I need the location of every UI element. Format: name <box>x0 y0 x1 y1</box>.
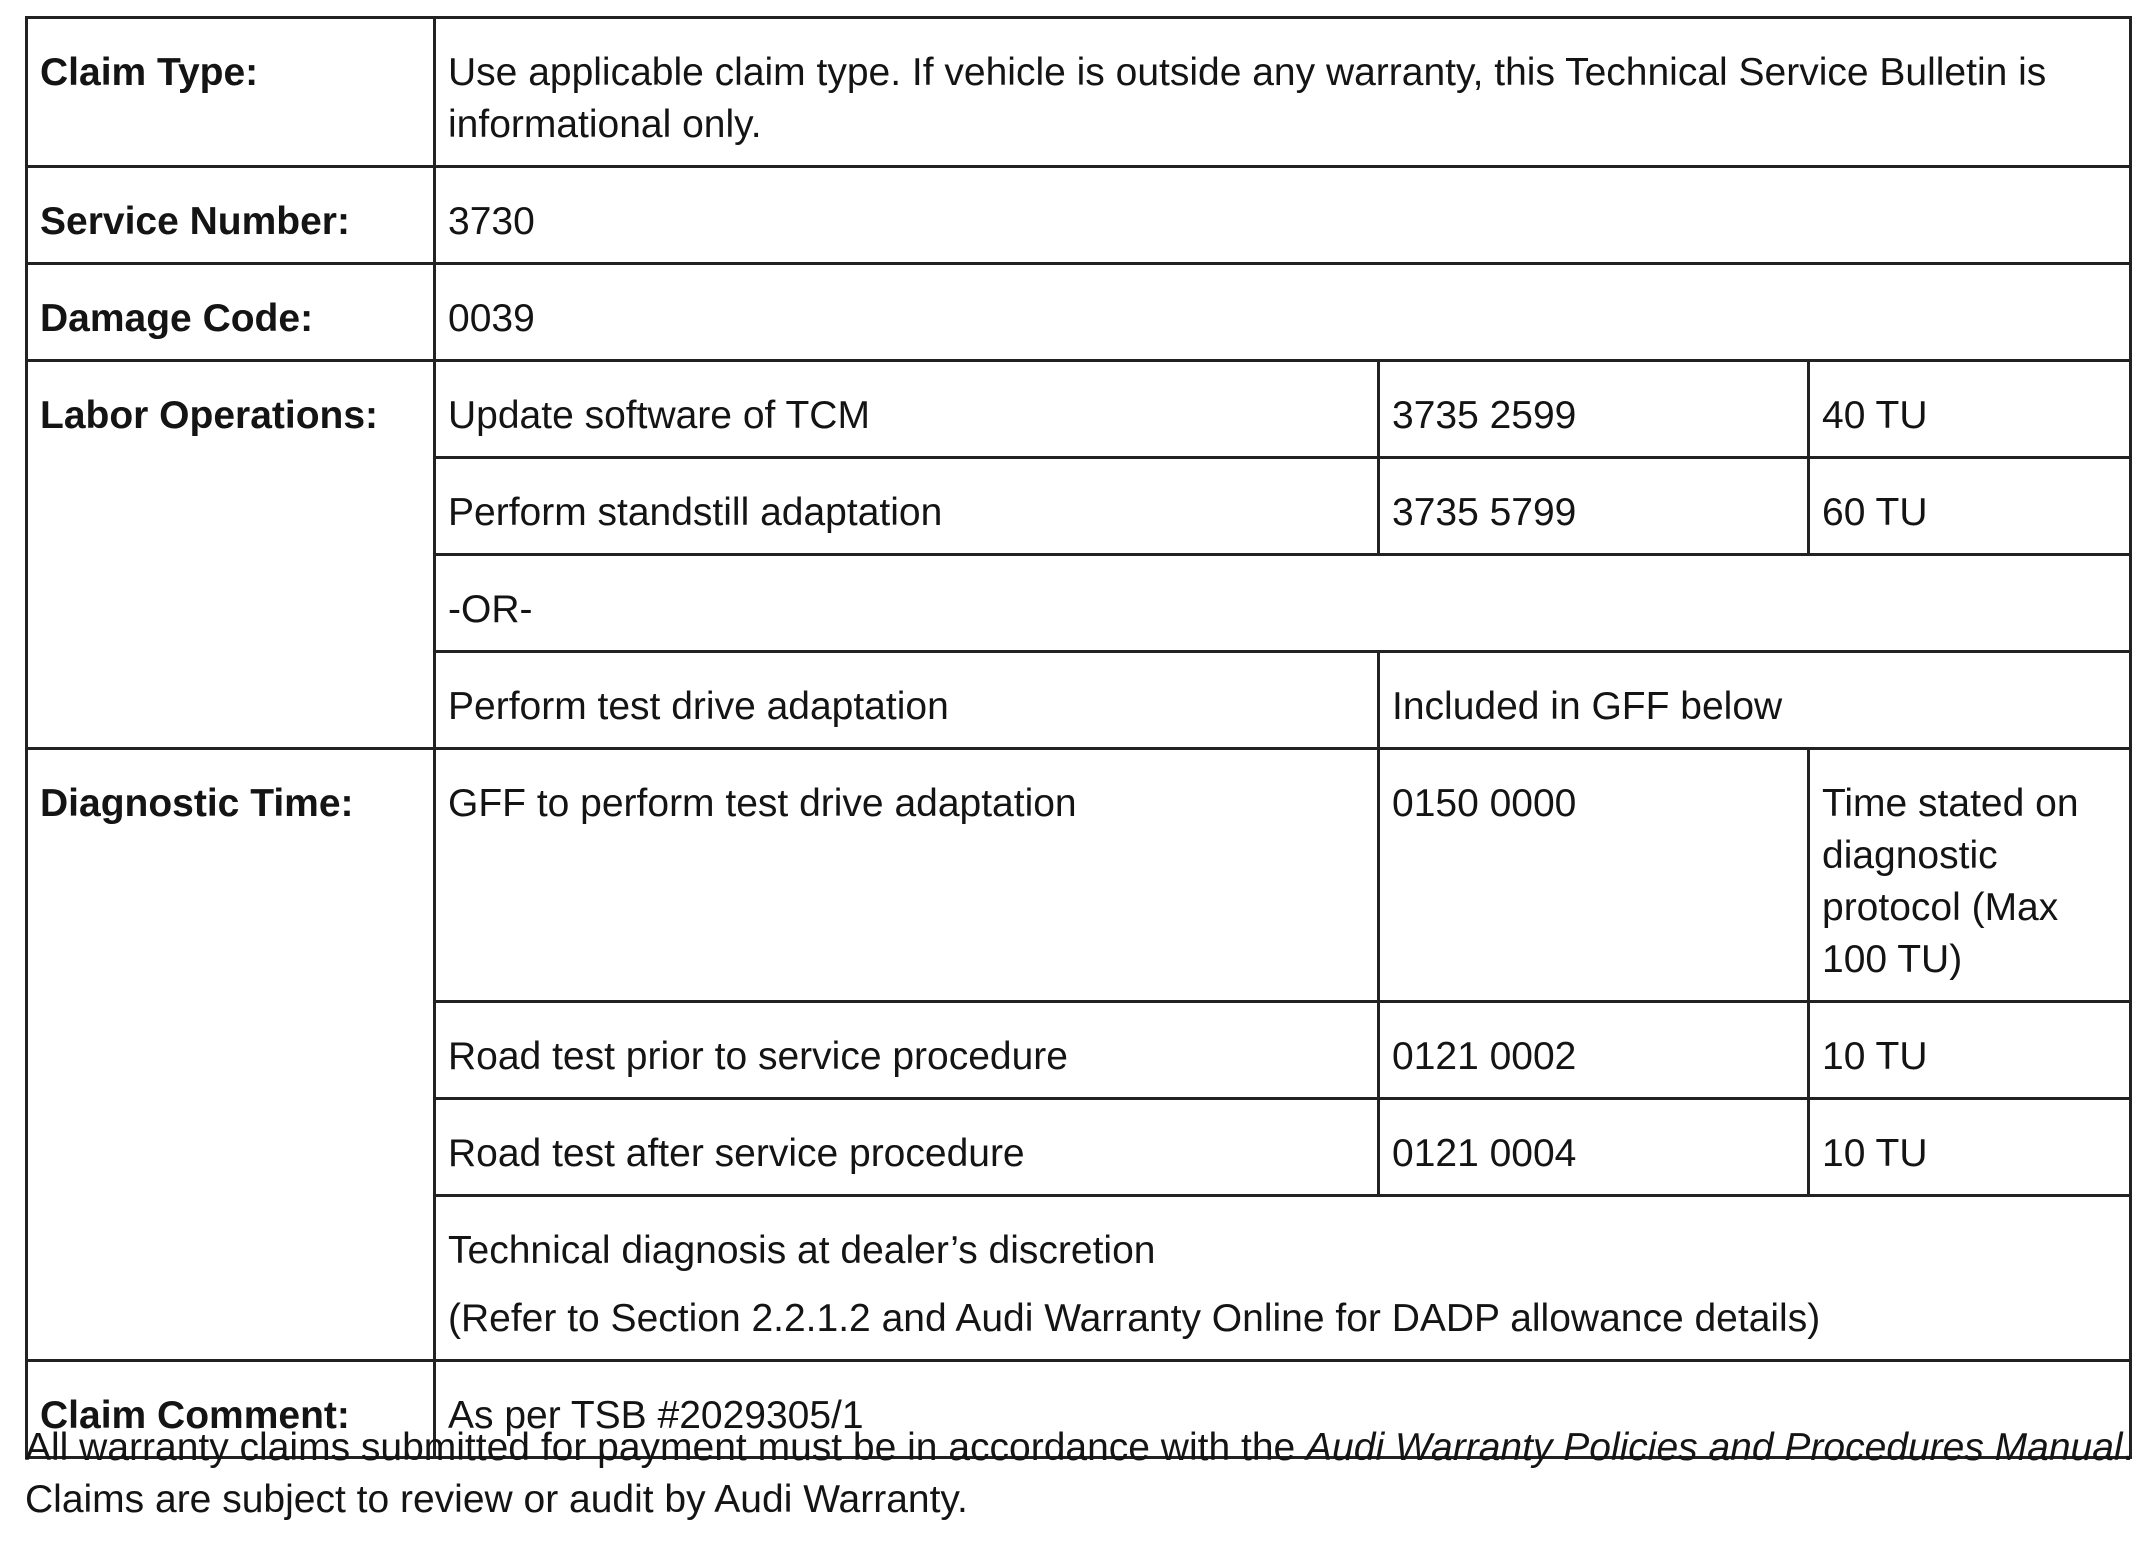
labor-alt-note: Included in GFF below <box>1379 652 2131 749</box>
footer-note <box>25 1422 2135 1526</box>
claim-comment-label: Claim Comment: <box>27 1361 435 1458</box>
labor-operation-time: 60 TU <box>1809 458 2131 555</box>
service-number-row <box>27 167 2131 264</box>
damage-code-label: Damage Code: <box>27 264 435 361</box>
service-number-value: 3730 <box>435 167 2131 264</box>
diagnostic-item-desc: Road test prior to service procedure <box>435 1002 1379 1099</box>
warranty-claim-table <box>25 16 2132 1459</box>
claim-type-value: Use applicable claim type. If vehicle is outside any warranty, this Technical Service Bulletin is informational only. <box>435 18 2131 167</box>
damage-code-row <box>27 264 2131 361</box>
footer-text-part2: . Claims are subject to review or audit by Audi Warranty. <box>25 1426 2134 1521</box>
damage-code-value: 0039 <box>435 264 2131 361</box>
claim-type-label: Claim Type: <box>27 18 435 167</box>
footer-manual-title: Audi Warranty Policies and Procedures Manual <box>1306 1426 2123 1469</box>
diagnostic-item-code: 0150 0000 <box>1379 749 1809 1002</box>
diagnostic-time-label: Diagnostic Time: <box>27 749 435 1361</box>
diagnostic-item-time: 10 TU <box>1809 1099 2131 1196</box>
labor-or-text: -OR- <box>435 555 2131 652</box>
labor-operation-code: 3735 2599 <box>1379 361 1809 458</box>
service-number-label: Service Number: <box>27 167 435 264</box>
labor-operation-time: 40 TU <box>1809 361 2131 458</box>
diagnostic-note <box>435 1196 2131 1361</box>
diagnostic-item-desc: GFF to perform test drive adaptation <box>435 749 1379 1002</box>
labor-operation-desc: Update software of TCM <box>435 361 1379 458</box>
labor-alt-desc: Perform test drive adaptation <box>435 652 1379 749</box>
diagnostic-item-time: Time stated on diagnostic protocol (Max 100 TU) <box>1809 749 2131 1002</box>
diagnostic-item-row <box>27 749 2131 1002</box>
labor-operations-label: Labor Operations: <box>27 361 435 749</box>
diagnostic-item-time: 10 TU <box>1809 1002 2131 1099</box>
diagnostic-item-code: 0121 0004 <box>1379 1099 1809 1196</box>
labor-operation-code: 3735 5799 <box>1379 458 1809 555</box>
claim-type-row <box>27 18 2131 167</box>
diagnostic-item-desc: Road test after service procedure <box>435 1099 1379 1196</box>
diagnostic-item-code: 0121 0002 <box>1379 1002 1809 1099</box>
claim-comment-value: As per TSB #2029305/1 <box>435 1361 2131 1458</box>
diagnostic-note-line2: (Refer to Section 2.2.1.2 and Audi Warranty Online for DADP allowance details) <box>448 1297 1821 1340</box>
diagnostic-note-line1: Technical diagnosis at dealer’s discretion <box>448 1229 1156 1272</box>
labor-operation-desc: Perform standstill adaptation <box>435 458 1379 555</box>
footer-text-part1: All warranty claims submitted for payment must be in accordance with the <box>25 1426 1307 1469</box>
labor-operation-row <box>27 361 2131 458</box>
